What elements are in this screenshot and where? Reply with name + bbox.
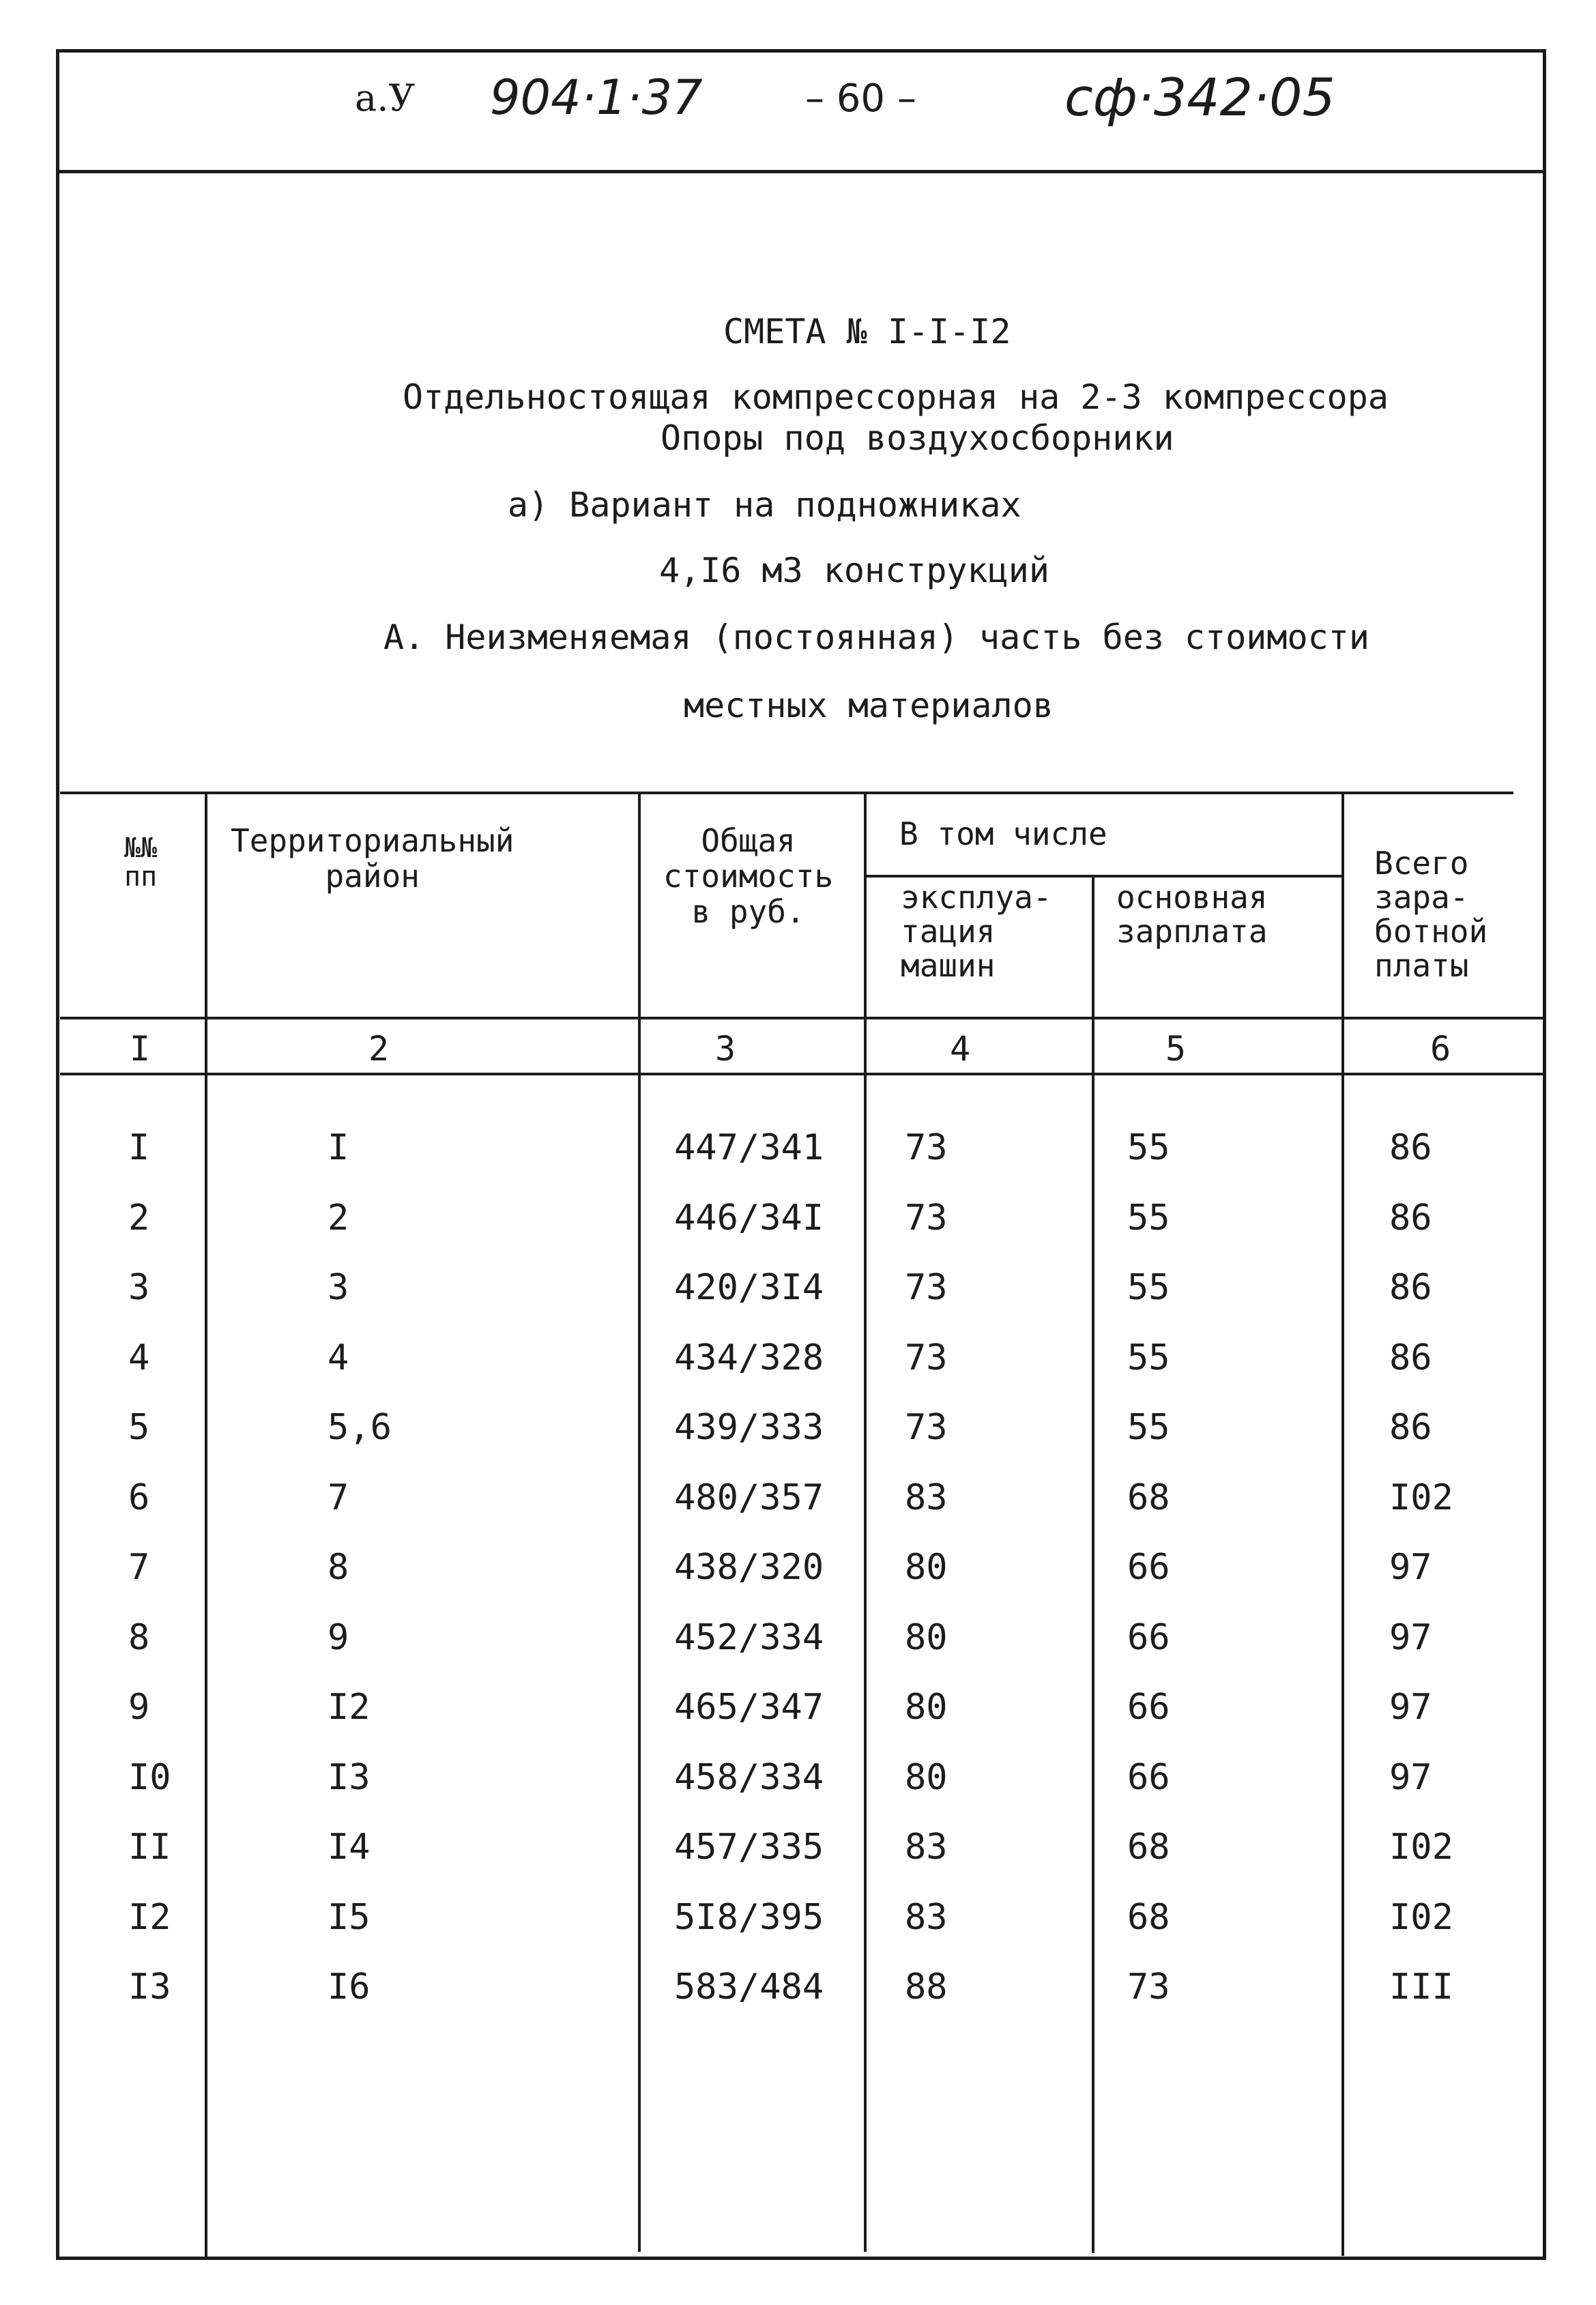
cell-row-number: I3: [128, 1967, 171, 2007]
header-region: Территориальный район: [231, 822, 514, 895]
cell-region: I5: [328, 1897, 371, 1938]
cell-region: 9: [328, 1617, 349, 1658]
cell-machines-cost: 73: [905, 1337, 948, 1378]
column-number-6: 6: [1430, 1029, 1451, 1069]
cell-machines-cost: 80: [905, 1757, 948, 1798]
album-label: а.У: [355, 76, 416, 119]
col-divider-4: [1092, 875, 1094, 2253]
cell-region: 3: [328, 1267, 349, 1308]
cell-total-cost: 458/334: [674, 1757, 824, 1798]
cell-total-cost: 457/335: [674, 1827, 824, 1868]
cell-machines-cost: 83: [905, 1897, 948, 1938]
header-total-wage: Всего зара- ботной платы: [1374, 845, 1488, 984]
cell-region: 4: [328, 1337, 349, 1378]
cell-base-salary: 55: [1127, 1267, 1170, 1308]
column-number-2: 2: [368, 1029, 390, 1069]
header-bottom-rule: [60, 1017, 1546, 1019]
cell-base-salary: 66: [1127, 1757, 1170, 1798]
cell-base-salary: 68: [1127, 1477, 1170, 1518]
cell-base-salary: 55: [1127, 1198, 1170, 1238]
cell-region: I3: [328, 1757, 371, 1798]
cell-region: 8: [328, 1547, 349, 1588]
column-number-1: I: [130, 1029, 151, 1069]
volume-line: 4,I6 м3 конструкций: [659, 551, 1049, 590]
cell-row-number: II: [128, 1827, 171, 1868]
cell-total-wage: 86: [1389, 1127, 1432, 1168]
column-number-3: 3: [715, 1029, 736, 1069]
variant-line: а) Вариант на подножниках: [508, 485, 1021, 525]
cell-base-salary: 68: [1127, 1827, 1170, 1868]
cell-region: I4: [328, 1827, 371, 1868]
cell-base-salary: 66: [1127, 1687, 1170, 1728]
cell-total-wage: I02: [1389, 1897, 1453, 1938]
cell-region: 7: [328, 1477, 349, 1518]
cell-total-cost: 447/341: [674, 1127, 824, 1168]
cell-row-number: I: [128, 1127, 150, 1168]
cell-total-cost: 439/333: [674, 1407, 824, 1448]
cell-machines-cost: 83: [905, 1477, 948, 1518]
cell-row-number: I2: [128, 1897, 171, 1938]
cell-total-wage: 86: [1389, 1337, 1432, 1378]
col-divider-2: [638, 792, 641, 2252]
cell-region: I6: [328, 1967, 371, 2007]
cell-base-salary: 55: [1127, 1127, 1170, 1168]
cell-row-number: 3: [128, 1267, 150, 1308]
cell-row-number: 9: [128, 1687, 150, 1728]
cell-base-salary: 55: [1127, 1407, 1170, 1448]
title-line-1: Отдельностоящая компрессорная на 2-3 компрессора: [403, 377, 1389, 417]
cell-total-cost: 420/3I4: [674, 1267, 824, 1308]
cell-base-salary: 66: [1127, 1547, 1170, 1588]
cell-region: I2: [328, 1687, 371, 1728]
cell-total-cost: 434/328: [674, 1337, 824, 1378]
cell-machines-cost: 73: [905, 1267, 948, 1308]
page-number: – 60 –: [805, 76, 916, 121]
table-top-rule: [60, 792, 1513, 794]
cell-total-wage: 86: [1389, 1267, 1432, 1308]
part-line-1: А. Неизменяемая (постоянная) часть без стоимости: [383, 618, 1369, 657]
cell-region: 5,6: [328, 1407, 392, 1448]
cell-machines-cost: 73: [905, 1198, 948, 1238]
col-divider-3: [864, 792, 867, 2252]
cell-total-wage: 97: [1389, 1547, 1432, 1588]
cell-region: I: [328, 1127, 349, 1168]
cell-base-salary: 73: [1127, 1967, 1170, 2007]
cell-base-salary: 55: [1127, 1337, 1170, 1378]
cell-machines-cost: 80: [905, 1547, 948, 1588]
cell-base-salary: 66: [1127, 1617, 1170, 1658]
cell-total-cost: 438/320: [674, 1547, 824, 1588]
cell-machines-cost: 83: [905, 1827, 948, 1868]
cell-total-cost: 5I8/395: [674, 1897, 824, 1938]
cell-base-salary: 68: [1127, 1897, 1170, 1938]
cell-row-number: 5: [128, 1407, 150, 1448]
cell-machines-cost: 88: [905, 1967, 948, 2007]
cell-row-number: 6: [128, 1477, 150, 1518]
title-line-2: Опоры под воздухосборники: [661, 418, 1174, 458]
cell-machines-cost: 73: [905, 1127, 948, 1168]
part-line-2: местных материалов: [684, 686, 1054, 725]
cell-row-number: 2: [128, 1198, 150, 1238]
cell-total-cost: 480/357: [674, 1477, 824, 1518]
cell-total-wage: I02: [1389, 1827, 1453, 1868]
cell-total-wage: III: [1389, 1967, 1453, 2007]
sheet-code: сф·342·05: [1064, 67, 1335, 128]
cell-total-cost: 446/34I: [674, 1198, 824, 1238]
header-machines: эксплуа- тация машин: [901, 879, 1052, 984]
cell-total-wage: 86: [1389, 1407, 1432, 1448]
header-including: В том числе: [899, 815, 1107, 852]
estimate-number: СМЕТА № I-I-I2: [723, 312, 1011, 351]
header-num: №№ пп: [124, 832, 158, 893]
cell-row-number: I0: [128, 1757, 171, 1798]
column-number-5: 5: [1165, 1029, 1187, 1069]
cell-total-wage: 97: [1389, 1617, 1432, 1658]
project-code: 904·1·37: [490, 70, 703, 126]
column-number-4: 4: [950, 1029, 971, 1069]
header-salary: основная зарплата: [1116, 879, 1268, 950]
cell-total-wage: 86: [1389, 1198, 1432, 1238]
cell-row-number: 4: [128, 1337, 150, 1378]
cell-row-number: 8: [128, 1617, 150, 1658]
cell-machines-cost: 80: [905, 1687, 948, 1728]
cell-total-cost: 583/484: [674, 1967, 824, 2007]
cell-total-wage: 97: [1389, 1687, 1432, 1728]
cell-row-number: 7: [128, 1547, 150, 1588]
col-divider-5: [1341, 792, 1344, 2256]
cell-total-cost: 452/334: [674, 1617, 824, 1658]
header-total-cost: Общая стоимость в руб.: [663, 822, 834, 930]
cell-total-wage: 97: [1389, 1757, 1432, 1798]
cell-machines-cost: 73: [905, 1407, 948, 1448]
subheader-rule: [864, 875, 1341, 878]
column-number-rule: [60, 1073, 1546, 1075]
cell-machines-cost: 80: [905, 1617, 948, 1658]
cell-total-cost: 465/347: [674, 1687, 824, 1728]
cell-region: 2: [328, 1198, 349, 1238]
col-divider-1: [205, 792, 207, 2257]
cell-total-wage: I02: [1389, 1477, 1453, 1518]
